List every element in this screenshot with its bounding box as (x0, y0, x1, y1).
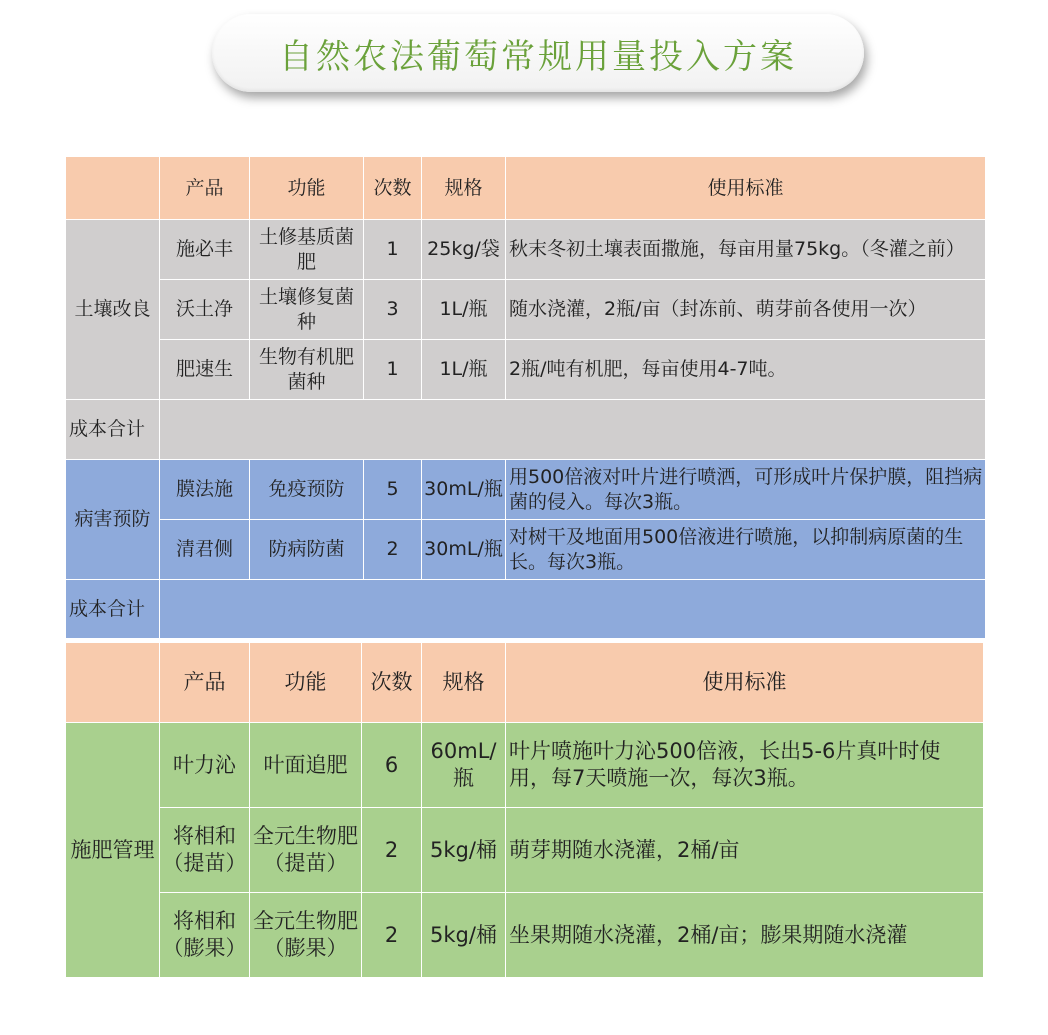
table-row (66, 723, 984, 808)
cost-total-label: 成本合计 (66, 400, 160, 460)
table-row (66, 280, 986, 340)
standard-cell: 随水浇灌，2瓶/亩（封冻前、萌芽前各使用一次） (506, 280, 986, 340)
standard-cell: 对树干及地面用500倍液进行喷施，以抑制病原菌的生长。每次3瓶。 (506, 520, 986, 580)
spec-cell: 30mL/瓶 (422, 520, 506, 580)
function-cell: 土壤修复菌种 (250, 280, 364, 340)
count-cell: 5 (364, 460, 422, 520)
header-function: 功能 (250, 643, 362, 723)
page-title: 自然农法葡萄常规用量投入方案 (279, 36, 797, 77)
spec-cell: 60mL/瓶 (422, 723, 506, 808)
cost-row (66, 400, 986, 460)
table-row (66, 808, 984, 893)
count-cell: 3 (364, 280, 422, 340)
spec-cell: 5kg/桶 (422, 893, 506, 978)
function-cell: 防病防菌 (250, 520, 364, 580)
count-cell: 6 (362, 723, 422, 808)
table-row (66, 220, 986, 280)
cost-total-label: 成本合计 (66, 580, 160, 639)
category-disease: 病害预防 (66, 460, 160, 580)
count-cell: 1 (364, 340, 422, 400)
spec-cell: 25kg/袋 (422, 220, 506, 280)
table-row (66, 340, 986, 400)
product-cell: 肥速生 (160, 340, 250, 400)
header-standard: 使用标准 (506, 157, 986, 220)
header-standard: 使用标准 (506, 643, 984, 723)
cost-total-value (160, 580, 986, 639)
standard-cell: 坐果期随水浇灌，2桶/亩；膨果期随水浇灌 (506, 893, 984, 978)
standard-cell: 秋末冬初土壤表面撒施，每亩用量75kg。（冬灌之前） (506, 220, 986, 280)
header-blank-cell (66, 157, 160, 220)
standard-cell: 叶片喷施叶力沁500倍液，长出5-6片真叶时使用，每7天喷施一次，每次3瓶。 (506, 723, 984, 808)
header-function: 功能 (250, 157, 364, 220)
count-cell: 2 (362, 893, 422, 978)
cost-total-value (160, 400, 986, 460)
standard-cell: 萌芽期随水浇灌，2桶/亩 (506, 808, 984, 893)
header-blank-cell (66, 643, 160, 723)
spec-cell: 1L/瓶 (422, 280, 506, 340)
category-fertilizer: 施肥管理 (66, 723, 160, 978)
count-cell: 2 (364, 520, 422, 580)
spec-cell: 5kg/桶 (422, 808, 506, 893)
header-product: 产品 (160, 643, 250, 723)
standard-cell: 2瓶/吨有机肥，每亩使用4-7吨。 (506, 340, 986, 400)
product-cell: 将相和（膨果） (160, 893, 250, 978)
table-header-row (66, 157, 986, 220)
product-cell: 沃土净 (160, 280, 250, 340)
product-cell: 膜法施 (160, 460, 250, 520)
header-product: 产品 (160, 157, 250, 220)
spec-cell: 30mL/瓶 (422, 460, 506, 520)
cost-row (66, 580, 986, 639)
header-count: 次数 (364, 157, 422, 220)
standard-cell: 用500倍液对叶片进行喷洒，可形成叶片保护膜，阻挡病菌的侵入。每次3瓶。 (506, 460, 986, 520)
count-cell: 1 (364, 220, 422, 280)
function-cell: 土修基质菌肥 (250, 220, 364, 280)
product-cell: 施必丰 (160, 220, 250, 280)
product-cell: 清君侧 (160, 520, 250, 580)
header-spec: 规格 (422, 157, 506, 220)
input-plan-table-2 (65, 642, 984, 978)
header-count: 次数 (362, 643, 422, 723)
category-soil: 土壤改良 (66, 220, 160, 400)
spec-cell: 1L/瓶 (422, 340, 506, 400)
product-cell: 将相和（提苗） (160, 808, 250, 893)
table-row (66, 460, 986, 520)
function-cell: 全元生物肥（提苗） (250, 808, 362, 893)
table-row (66, 520, 986, 580)
function-cell: 叶面追肥 (250, 723, 362, 808)
function-cell: 全元生物肥（膨果） (250, 893, 362, 978)
function-cell: 免疫预防 (250, 460, 364, 520)
count-cell: 2 (362, 808, 422, 893)
title-banner (212, 14, 864, 92)
input-plan-table-1 (65, 156, 986, 639)
table-row (66, 893, 984, 978)
function-cell: 生物有机肥菌种 (250, 340, 364, 400)
product-cell: 叶力沁 (160, 723, 250, 808)
table-header-row (66, 643, 984, 723)
header-spec: 规格 (422, 643, 506, 723)
